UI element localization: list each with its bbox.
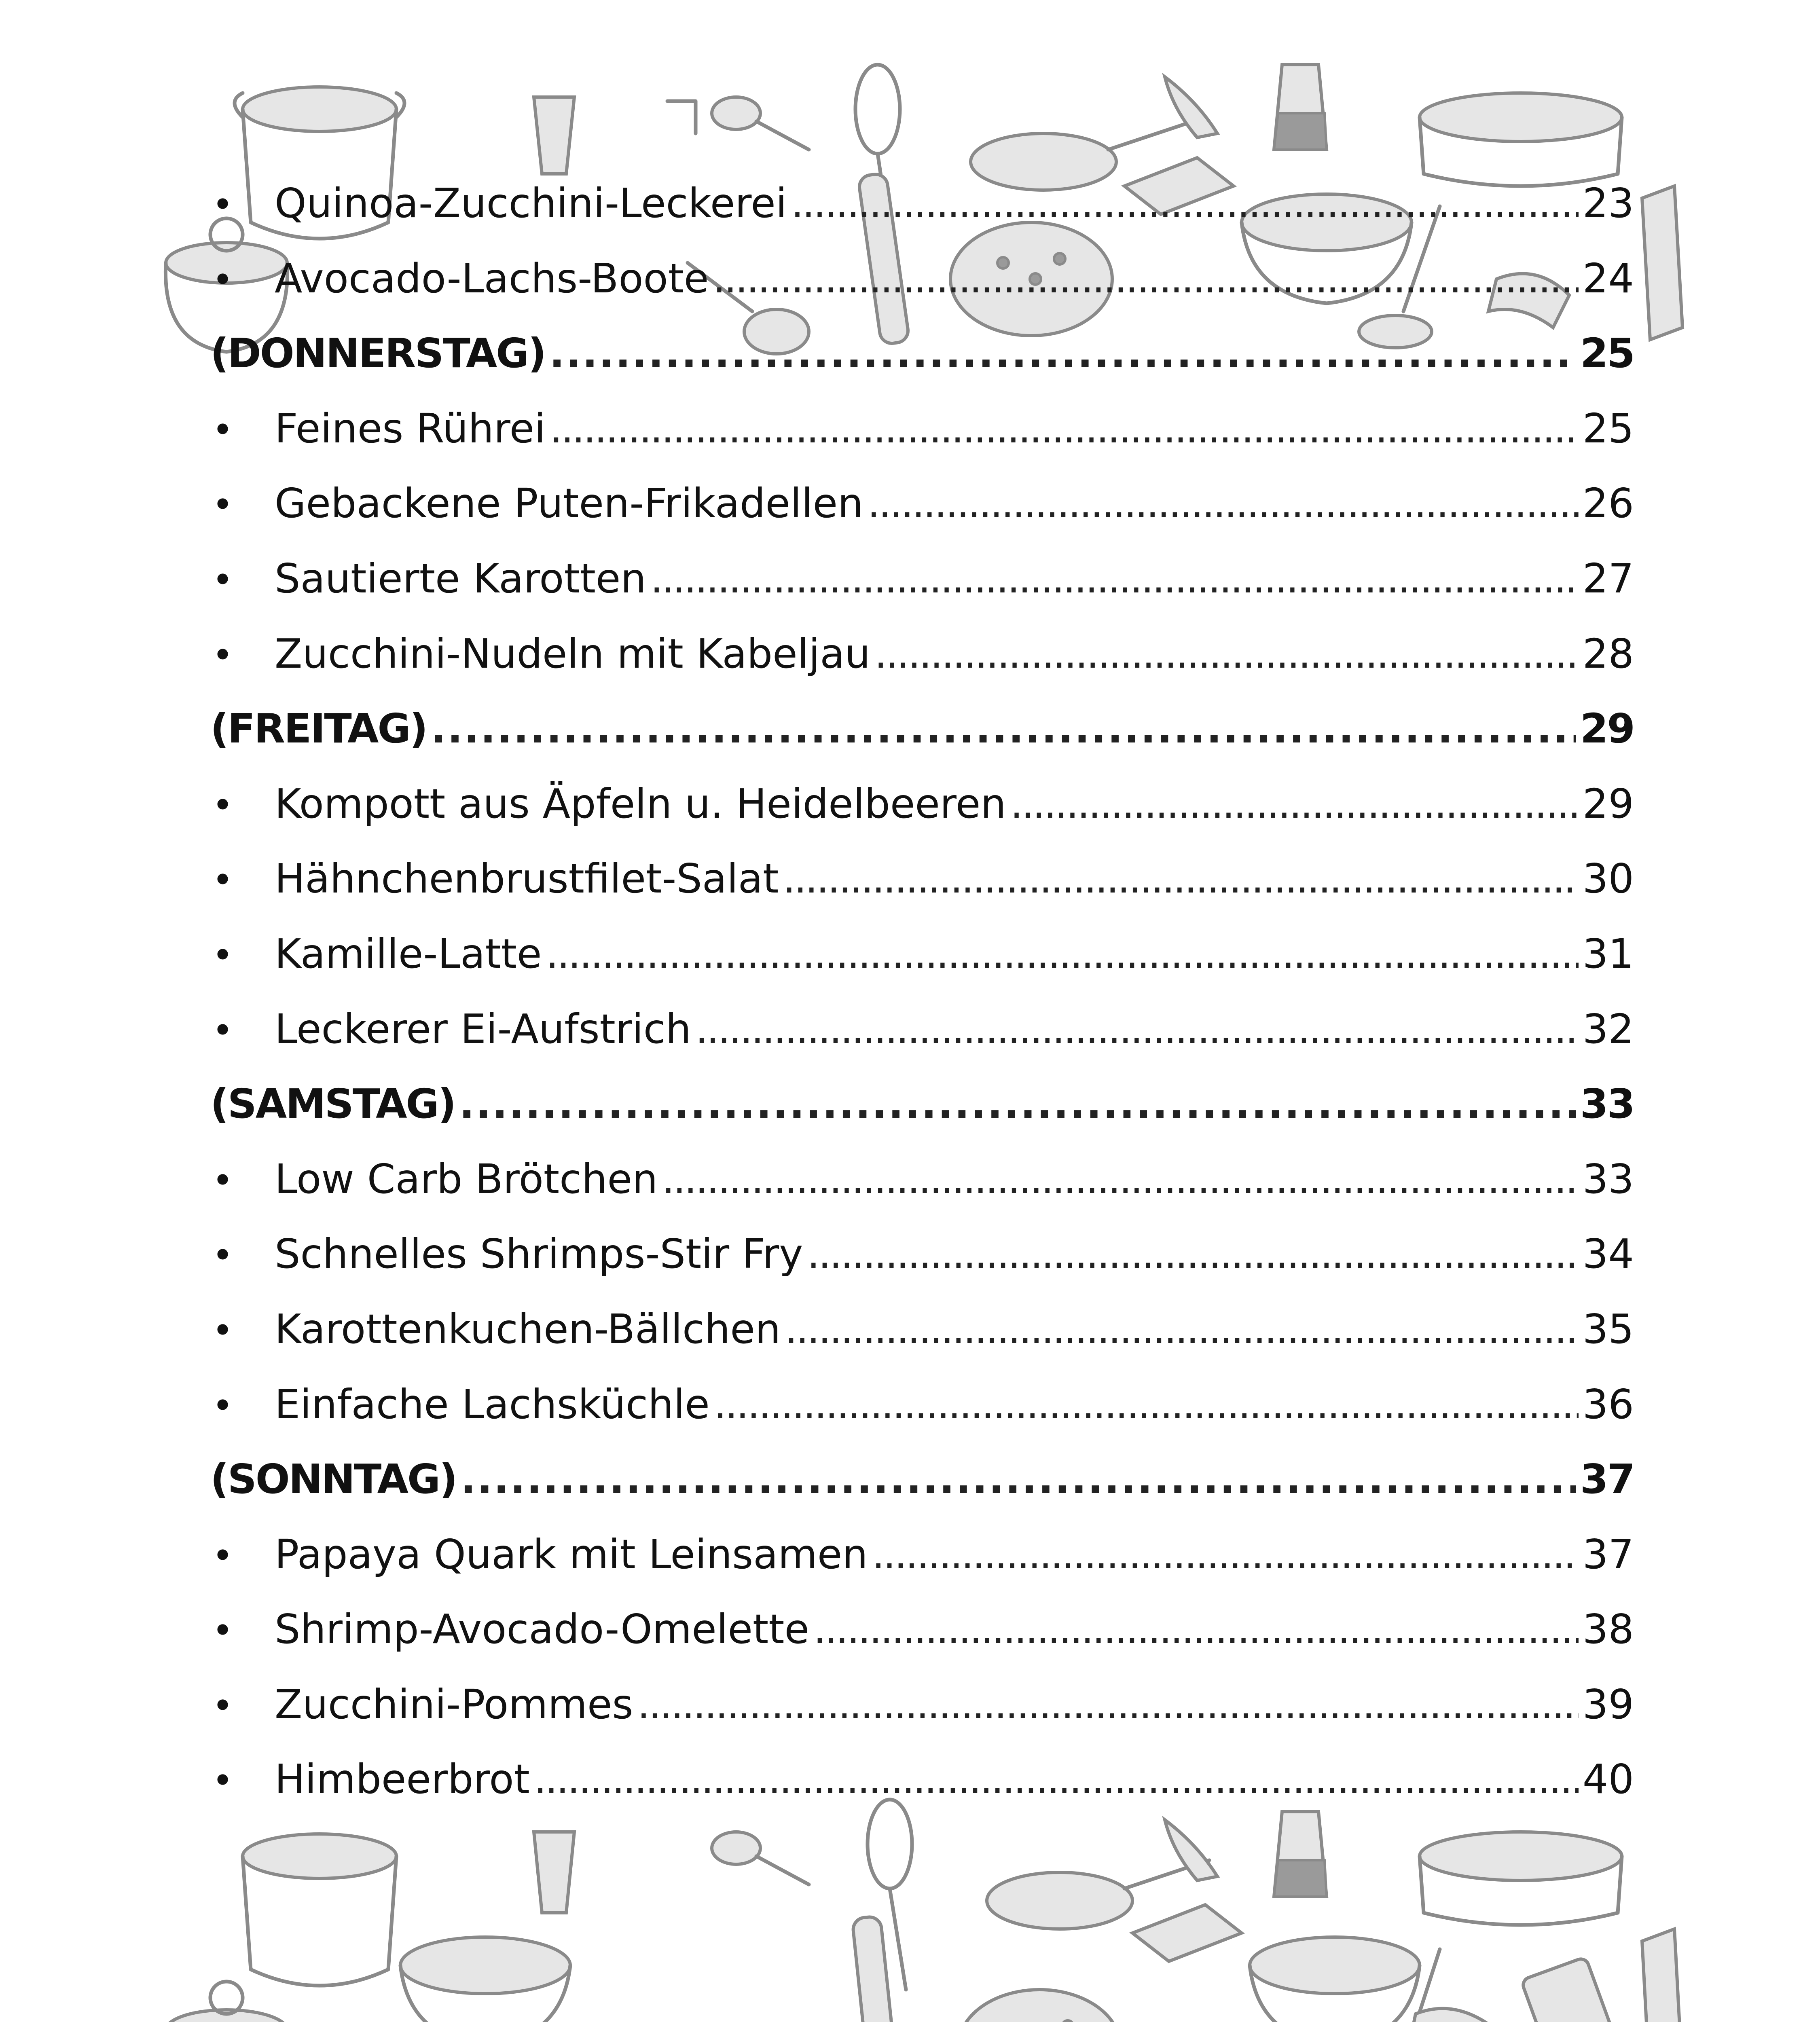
- toc-entry[interactable]: [210, 1592, 1634, 1667]
- bullet-icon: •: [212, 934, 234, 977]
- toc-entry-title: (SAMSTAG): [210, 1080, 455, 1128]
- toc-page-number: 30: [1582, 855, 1634, 903]
- toc-entry[interactable]: [210, 391, 1634, 466]
- glass-icon: [534, 1832, 574, 1913]
- toc-page-number: 29: [1582, 780, 1634, 827]
- cooking-pot-icon: [243, 1834, 396, 1986]
- cutting-board-icon: [1132, 1905, 1242, 1961]
- sugar-bowl-icon: [165, 1982, 287, 2022]
- toc-page-number: 37: [1580, 1455, 1634, 1503]
- dot-leader: [872, 1517, 1579, 1592]
- toc-page-number: 26: [1582, 480, 1634, 527]
- toc-entry[interactable]: [210, 1292, 1634, 1367]
- toc-page-number: 33: [1582, 1155, 1634, 1203]
- toc-entry[interactable]: [210, 241, 1634, 316]
- toc-entry[interactable]: [210, 1517, 1634, 1592]
- toc-entry-title: Kamille-Latte: [275, 930, 542, 977]
- toc-entry-title: Quinoa-Zucchini-Leckerei: [275, 180, 787, 227]
- grater-icon: [1642, 1929, 1682, 2022]
- toc-page-number: 23: [1582, 180, 1634, 227]
- toc-page-number: 38: [1582, 1605, 1634, 1653]
- bullet-icon: •: [212, 408, 234, 451]
- kitchen-utensils-illustration-bottom: [0, 1796, 1820, 2022]
- toc-day-heading[interactable]: [210, 1066, 1634, 1142]
- dot-leader: [791, 166, 1579, 241]
- toc-day-heading[interactable]: [210, 691, 1634, 766]
- bullet-icon: •: [212, 859, 234, 902]
- dot-leader: [783, 841, 1578, 916]
- toc-entry-title: Kompott aus Äpfeln u. Heidelbeeren: [275, 780, 1006, 827]
- toc-entry[interactable]: [210, 916, 1634, 992]
- toc-page-number: 24: [1582, 254, 1634, 302]
- dot-leader: [534, 1742, 1579, 1817]
- bullet-icon: •: [212, 558, 234, 601]
- bullet-icon: •: [212, 1009, 234, 1052]
- toc-entry-title: Zucchini-Nudeln mit Kabeljau: [275, 630, 870, 677]
- bullet-icon: •: [212, 1684, 234, 1727]
- dot-leader: [546, 916, 1578, 992]
- spoon-icon: [667, 97, 809, 150]
- toc-entry-title: Einfache Lachsküchle: [275, 1380, 710, 1428]
- toc-page-number: 27: [1582, 554, 1634, 602]
- toc-entry[interactable]: [210, 1742, 1634, 1817]
- toc-page-number: 31: [1582, 930, 1634, 977]
- toc-page-number: 29: [1580, 705, 1634, 753]
- bullet-icon: •: [212, 1760, 234, 1802]
- bullet-icon: •: [212, 1534, 234, 1577]
- dot-leader: [807, 1216, 1578, 1292]
- toc-entry[interactable]: [210, 541, 1634, 616]
- dot-leader: [662, 1142, 1578, 1217]
- toc-entry-title: Himbeerbrot: [275, 1756, 530, 1803]
- dot-leader: [637, 1667, 1579, 1742]
- toc-entry[interactable]: [210, 1216, 1634, 1292]
- toc-page-number: 40: [1582, 1756, 1634, 1803]
- toc-page-number: 25: [1580, 330, 1634, 377]
- toc-entry-title: Schnelles Shrimps-Stir Fry: [275, 1230, 803, 1278]
- toc-entry-title: Low Carb Brötchen: [275, 1155, 658, 1203]
- dot-leader: [459, 1066, 1576, 1142]
- dot-leader: [785, 1292, 1579, 1367]
- toc-page-number: 34: [1582, 1230, 1634, 1278]
- toc-day-heading[interactable]: [210, 316, 1634, 391]
- toc-entry-title: Gebackene Puten-Frikadellen: [275, 480, 863, 527]
- toc-page-number: 32: [1582, 1005, 1634, 1053]
- jug-icon: [1274, 65, 1327, 150]
- bullet-icon: •: [212, 1384, 234, 1427]
- bullet-icon: •: [212, 1234, 234, 1277]
- dot-leader: [867, 466, 1578, 541]
- dot-leader: [874, 616, 1579, 692]
- toc-entry-title: Leckerer Ei-Aufstrich: [275, 1005, 692, 1053]
- table-of-contents: [210, 166, 1634, 1817]
- dot-leader: [1010, 766, 1579, 842]
- toc-entry[interactable]: [210, 166, 1634, 241]
- toc-entry[interactable]: [210, 1667, 1634, 1742]
- rolling-pin-icon: [852, 1916, 899, 2022]
- toc-entry-title: Zucchini-Pommes: [275, 1680, 633, 1728]
- toc-entry[interactable]: [210, 841, 1634, 916]
- colander-icon: [959, 1990, 1120, 2022]
- toc-entry-title: Avocado-Lachs-Boote: [275, 254, 709, 302]
- dot-leader: [549, 316, 1576, 391]
- toc-entry-title: Sautierte Karotten: [275, 554, 646, 602]
- bowl-icon: [400, 1937, 570, 2022]
- dot-leader: [650, 541, 1579, 616]
- toc-day-heading[interactable]: [210, 1442, 1634, 1517]
- dot-leader: [713, 241, 1578, 316]
- toc-entry[interactable]: [210, 766, 1634, 842]
- scale-icon: [1521, 1957, 1622, 2022]
- toc-entry[interactable]: [210, 1367, 1634, 1442]
- toc-entry-title: Papaya Quark mit Leinsamen: [275, 1530, 868, 1578]
- toc-page-number: 35: [1582, 1305, 1634, 1353]
- bullet-icon: •: [212, 1159, 234, 1202]
- bullet-icon: •: [212, 784, 234, 827]
- toc-page-number: 28: [1582, 630, 1634, 677]
- cake-tin-icon: [1420, 1832, 1622, 1925]
- parchment-roll-icon: [1407, 2009, 1496, 2022]
- bowl-icon: [1250, 1937, 1420, 2022]
- bullet-icon: •: [212, 634, 234, 677]
- toc-page-number: 36: [1582, 1380, 1634, 1428]
- bullet-icon: •: [212, 484, 234, 527]
- dot-leader: [714, 1367, 1579, 1442]
- spoon-icon: [712, 1832, 809, 1885]
- bullet-icon: •: [212, 1610, 234, 1652]
- dot-leader: [431, 691, 1576, 766]
- toc-entry-title: Hähnchenbrustfilet-Salat: [275, 855, 779, 903]
- toc-page-number: 39: [1582, 1680, 1634, 1728]
- grater-icon: [1642, 186, 1682, 340]
- toc-entry-title: Karottenkuchen-Bällchen: [275, 1305, 781, 1353]
- toc-entry-title: Feines Rührei: [275, 404, 546, 452]
- toc-entry[interactable]: [210, 466, 1634, 541]
- dot-leader: [813, 1592, 1579, 1667]
- bullet-icon: •: [212, 184, 234, 226]
- toc-entry-title: (DONNERSTAG): [210, 330, 546, 377]
- toc-entry[interactable]: [210, 992, 1634, 1067]
- bullet-icon: •: [212, 1309, 234, 1352]
- toc-page-number: 37: [1582, 1530, 1634, 1578]
- toc-entry-title: (SONNTAG): [210, 1455, 457, 1503]
- bullet-icon: •: [212, 258, 234, 301]
- glass-icon: [534, 97, 574, 174]
- dot-leader: [461, 1442, 1576, 1517]
- toc-entry[interactable]: [210, 616, 1634, 692]
- toc-page-number: 25: [1582, 404, 1634, 452]
- dot-leader: [550, 391, 1579, 466]
- toc-entry[interactable]: [210, 1142, 1634, 1217]
- dot-leader: [695, 992, 1579, 1067]
- toc-page-number: 33: [1580, 1080, 1634, 1128]
- toc-entry-title: Shrimp-Avocado-Omelette: [275, 1605, 809, 1653]
- jug-icon: [1274, 1812, 1327, 1897]
- toc-entry-title: (FREITAG): [210, 705, 427, 753]
